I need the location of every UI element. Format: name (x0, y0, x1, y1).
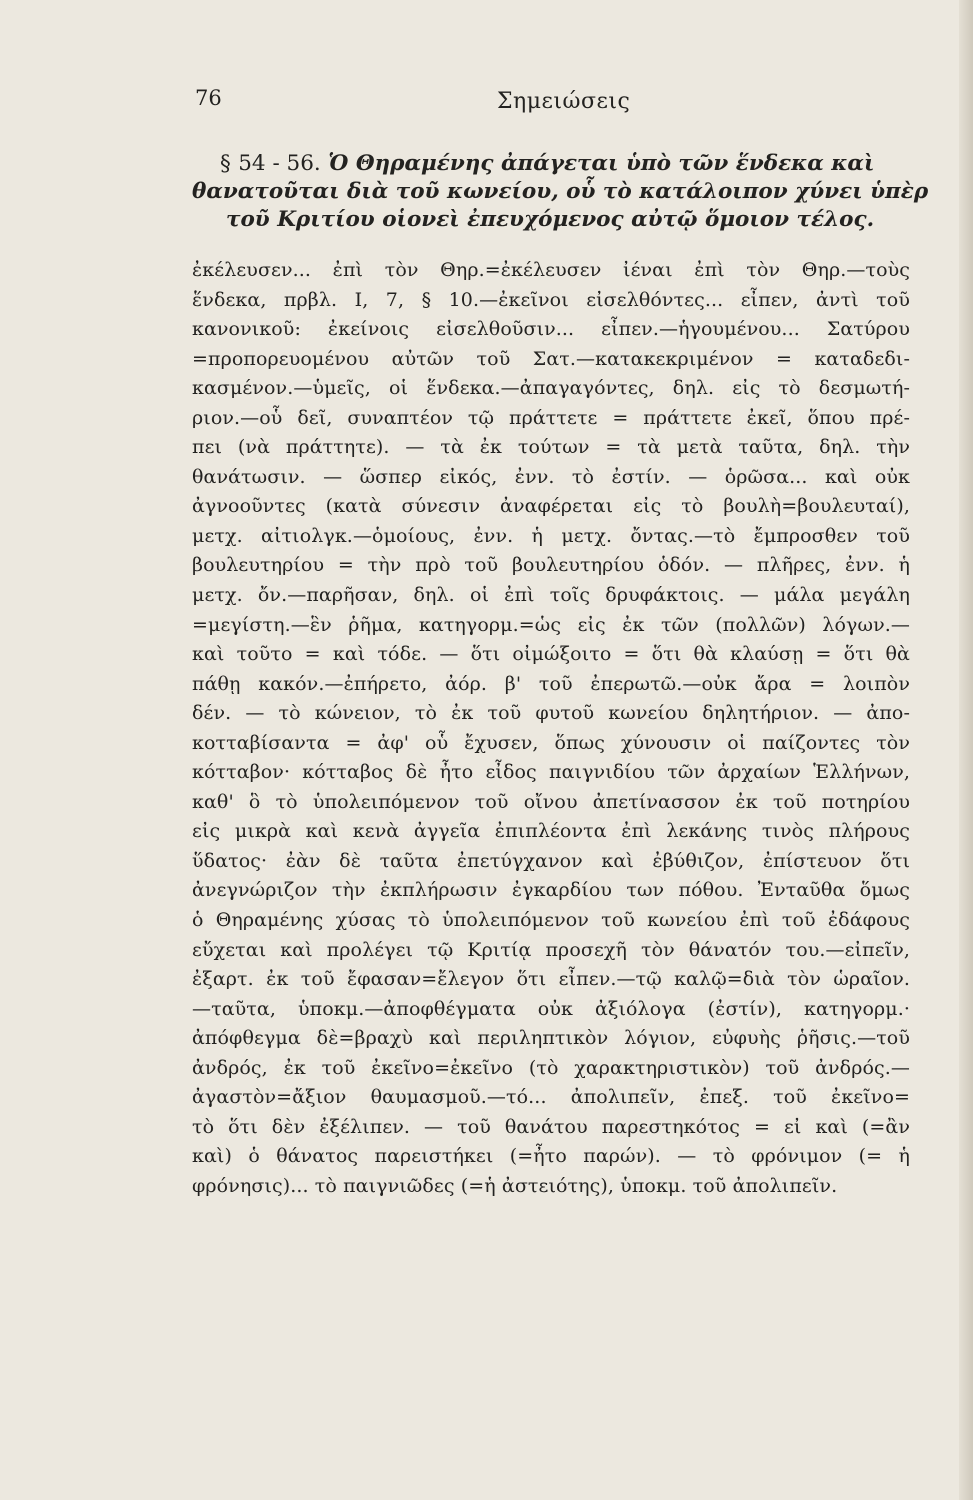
page-header (192, 86, 912, 126)
body-line: κότταβον· κότταβος δὲ ἦτο εἶδος παιγνιδίου τῶν ἀρχαίων Ἑλλήνων, (192, 761, 910, 784)
page-edge-shadow (959, 0, 973, 1500)
body-line: ἀνδρός, ἐκ τοῦ ἐκεῖνο=ἐκεῖνο (τὸ χαρακτηριστικὸν) τοῦ ἀνδρός.— (192, 1056, 910, 1079)
body-line: =προπορευομένου αὐτῶν τοῦ Σατ.—κατακεκριμένον = καταδεδι- (192, 347, 910, 370)
body-line: μετχ. ὄν.—παρῆσαν, δηλ. οἱ ἐπὶ τοῖς δρυφάκτοις. — μάλα μεγάλη (192, 584, 910, 607)
section-heading (192, 150, 929, 234)
body-line: εἰς μικρὰ καὶ κενὰ ἀγγεῖα ἐπιπλέοντα ἐπὶ λεκάνης τινὸς πλήρους (192, 820, 910, 843)
body-line: ἐκέλευσεν... ἐπὶ τὸν Θηρ.=ἐκέλευσεν ἰέναι ἐπὶ τὸν Θηρ.—τοὺς (192, 259, 910, 281)
page-number: 76 (195, 86, 222, 110)
body-line: καὶ) ὁ θάνατος παρειστήκει (=ἦτο παρών). — τὸ φρόνιμον (= ἡ (192, 1145, 910, 1168)
body-line: δέν. — τὸ κώνειον, τὸ ἐκ τοῦ φυτοῦ κωνείου δηλητήριον. — ἀπο- (192, 702, 910, 725)
body-line: φρόνησις)... τὸ παιγνιῶδες (=ἡ ἀστειότης), ὑποκμ. τοῦ ἀπολιπεῖν. (192, 1174, 838, 1197)
body-line: ἐξαρτ. ἐκ τοῦ ἔφασαν=ἔλεγον ὅτι εἶπεν.—τῷ καλῷ=διὰ τὸν ὡραῖον. (192, 968, 910, 991)
section-heading-line: θανατοῦται διὰ τοῦ κωνείου, οὗ τὸ κατάλοιπον χύνει ὑπὲρ (192, 179, 929, 204)
body-line: ὕδατος· ἐὰν δὲ ταῦτα ἐπετύγχανον καὶ ἐβύθιζον, ἐπίστευον ὅτι (192, 849, 910, 872)
section-number: 54 - 56. (238, 151, 321, 176)
body-line: κανονικοῦ: ἐκείνοις εἰσελθοῦσιν... εἶπεν.—ἡγουμένου... Σατύρου (192, 318, 910, 341)
notes-body (192, 256, 910, 1202)
body-line: ἀγνοοῦντες (κατὰ σύνεσιν ἀναφέρεται εἰς τὸ βουλὴ=βουλευταί), (192, 495, 910, 518)
section-heading-line (192, 150, 917, 178)
body-line: θανάτωσιν. — ὥσπερ εἰκός, ἐνν. τὸ ἐστίν. — ὁρῶσα... καὶ οὐκ (192, 465, 910, 488)
body-line: πάθῃ κακόν.—ἐπήρετο, ἀόρ. β' τοῦ ἐπερωτῶ.—οὐκ ἄρα = λοιπὸν (192, 672, 910, 695)
body-line: ριον.—οὗ δεῖ, συναπτέον τῷ πράττετε = πράττετε ἐκεῖ, ὅπου πρέ- (192, 406, 910, 429)
body-line: ὁ Θηραμένης χύσας τὸ ὑπολειπόμενον τοῦ κωνείου ἐπὶ τοῦ ἐδάφους (192, 909, 910, 932)
body-line: μετχ. αἰτιολγκ.—ὁμοίους, ἐνν. ἡ μετχ. ὄντας.—τὸ ἔμπροσθεν τοῦ (192, 524, 910, 547)
body-line: κασμένον.—ὑμεῖς, οἱ ἕνδεκα.—ἀπαγαγόντες, δηλ. εἰς τὸ δεσμωτή- (192, 377, 910, 400)
body-line: καθ' ὃ τὸ ὑπολειπόμενον τοῦ οἴνου ἀπετίνασσον ἐκ τοῦ ποτηρίου (192, 790, 910, 813)
body-line: ἀγαστὸν=ἄξιον θαυμασμοῦ.—τό... ἀπολιπεῖν, ἐπεξ. τοῦ ἐκεῖνο= (192, 1086, 910, 1109)
body-line: τὸ ὅτι δὲν ἐξέλιπεν. — τοῦ θανάτου παρεστηκότος = εἰ καὶ (=ἂν (192, 1115, 910, 1138)
body-line: κοτταβίσαντα = ἀφ' οὗ ἔχυσεν, ὅπως χύνουσιν οἱ παίζοντες τὸν (192, 731, 910, 754)
body-line: βουλευτηρίου = τὴν πρὸ τοῦ βουλευτηρίου ὁδόν. — πλῆρες, ἐνν. ἡ (192, 554, 910, 577)
body-line: εὔχεται καὶ προλέγει τῷ Κριτίᾳ προσεχῆ τὸν θάνατόν του.—εἰπεῖν, (192, 938, 910, 961)
section-heading-line: τοῦ Κριτίου οἱονεὶ ἐπευχόμενος αὐτῷ ὅμοιον τέλος. (226, 207, 875, 232)
running-title: Σημειώσεις (497, 89, 631, 114)
body-line: πει (νὰ πράττητε). — τὰ ἐκ τούτων = τὰ μετὰ ταῦτα, δηλ. τὴν (192, 436, 910, 459)
body-line: ἀνεγνώριζον τὴν ἐκπλήρωσιν ἐγκαρδίου των πόθου. Ἐνταῦθα ὅμως (192, 879, 910, 902)
section-title-text: Ὁ Θηραμένης ἀπάγεται ὑπὸ τῶν ἕνδεκα καὶ (328, 151, 875, 176)
body-line: καὶ τοῦτο = καὶ τόδε. — ὅτι οἰμώξοιτο = ὅτι θὰ κλαύσῃ = ὅτι θὰ (192, 643, 910, 666)
section-symbol: § (220, 151, 231, 176)
body-line: =μεγίστη.—ἓν ῥῆμα, κατηγορμ.=ὡς εἰς ἐκ τῶν (πολλῶν) λόγων.— (192, 613, 910, 636)
body-line: —ταῦτα, ὑποκμ.—ἀποφθέγματα οὐκ ἀξιόλογα (ἐστίν), κατηγορμ.· (192, 997, 910, 1020)
body-line: ἀπόφθεγμα δὲ=βραχὺ καὶ περιληπτικὸν λόγιον, εὐφυὴς ῥῆσις.—τοῦ (192, 1027, 910, 1050)
body-line: ἕνδεκα, πρβλ. I, 7, § 10.—ἐκεῖνοι εἰσελθόντες... εἶπεν, ἀντὶ τοῦ (192, 288, 910, 311)
